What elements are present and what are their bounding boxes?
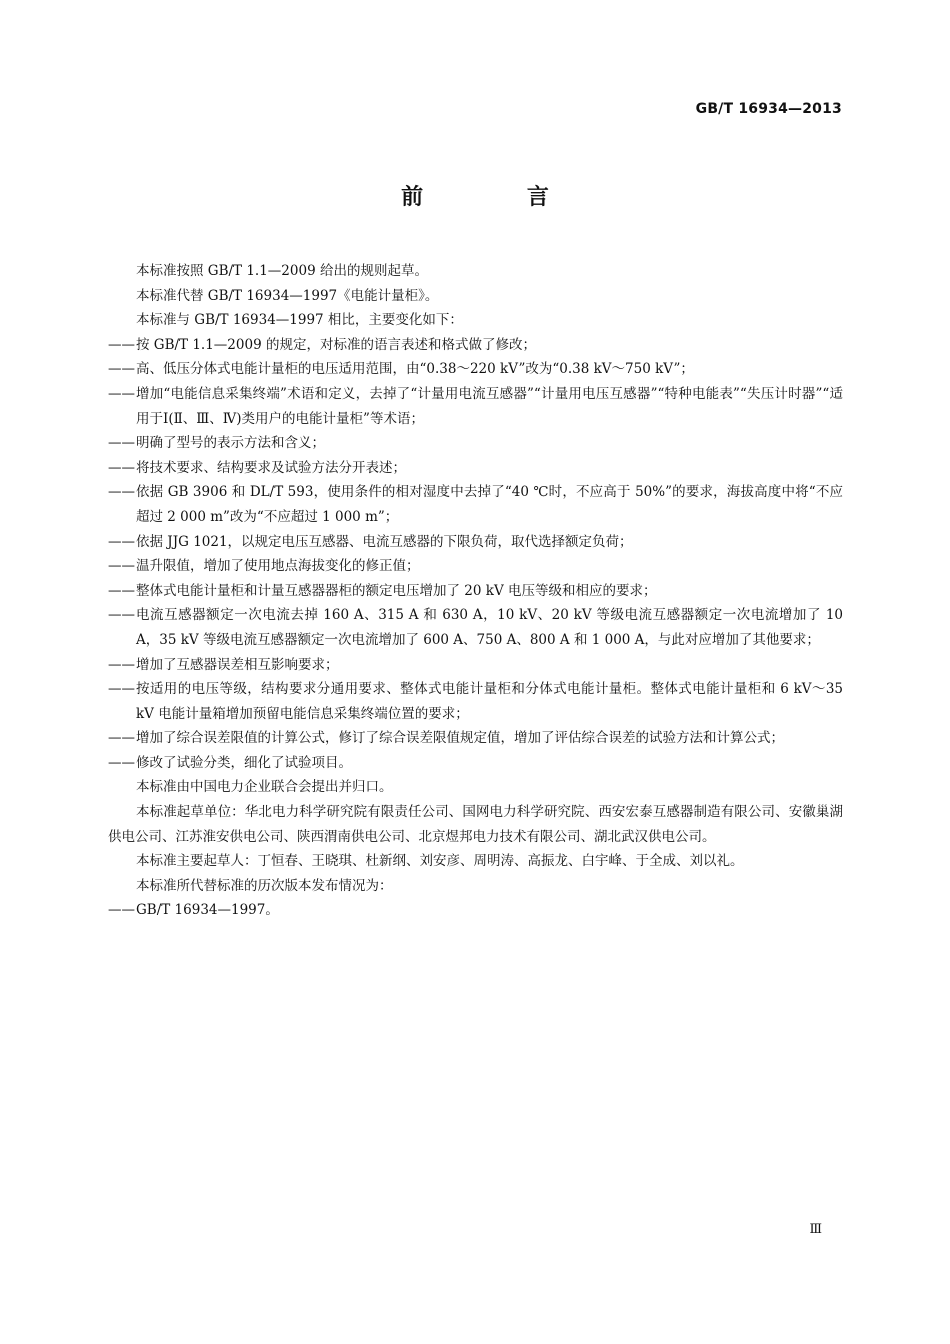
change-item	[108, 653, 843, 678]
paragraph-history-intro: 本标准所代替标准的历次版本发布情况为：	[136, 877, 393, 894]
change-item	[108, 726, 843, 751]
dash-marker: ——	[108, 533, 135, 550]
change-item	[108, 333, 843, 358]
change-item	[108, 357, 843, 382]
dash-marker: ——	[108, 656, 135, 673]
dash-marker: ——	[108, 902, 135, 919]
change-item	[108, 579, 843, 604]
change-item	[108, 530, 843, 555]
paragraph-drafters: 本标准主要起草人：丁恒春、王晓琪、杜新纲、刘安彦、周明涛、高振龙、白宇峰、于全成、刘以礼。	[136, 853, 744, 870]
change-item	[108, 480, 843, 529]
dash-marker: ——	[108, 385, 135, 402]
dash-marker: ——	[108, 754, 135, 771]
dash-marker: ——	[108, 582, 135, 599]
dash-marker: ——	[108, 459, 135, 476]
dash-marker: ——	[108, 681, 135, 698]
change-text: 增加了互感器误差相互影响要求；	[136, 656, 339, 673]
change-item	[108, 751, 843, 776]
paragraph-changes-intro: 本标准与 GB/T 16934—1997 相比，主要变化如下：	[136, 312, 463, 329]
change-item	[108, 382, 843, 431]
dash-marker: ——	[108, 730, 135, 747]
paragraph-proposer: 本标准由中国电力企业联合会提出并归口。	[136, 779, 393, 796]
paragraph-drafting-rules: 本标准按照 GB/T 1.1—2009 给出的规则起草。	[136, 263, 428, 279]
dash-marker: ——	[108, 435, 135, 452]
change-text: 明确了型号的表示方法和含义；	[136, 435, 325, 452]
change-text: 修改了试验分类，细化了试验项目。	[136, 754, 352, 771]
dash-marker: ——	[108, 336, 135, 353]
change-item	[108, 554, 843, 579]
history-text: GB/T 16934—1997。	[136, 902, 279, 919]
dash-marker: ——	[108, 361, 135, 378]
change-item	[108, 677, 843, 726]
standard-code: GB/T 16934—2013	[695, 101, 842, 117]
change-text: 依据 GB 3906 和 DL/T 593，使用条件的相对湿度中去掉了“40 ℃时，不应高于 50%”的要求，海拔高度中将“不应超过 2 000 m”改为“不应超过 1 000 m”；	[136, 484, 843, 525]
change-item	[108, 603, 843, 652]
change-text: 增加了综合误差限值的计算公式，修订了综合误差限值规定值，增加了评估综合误差的试验方法和计算公式；	[136, 730, 784, 747]
change-text: 高、低压分体式电能计量柜的电压适用范围，由“0.38～220 kV”改为“0.38 kV～750 kV”；	[136, 361, 694, 378]
change-text: 依据 JJG 1021，以规定电压互感器、电流互感器的下限负荷，取代选择额定负荷；	[136, 533, 633, 550]
change-text: 按 GB/T 1.1—2009 的规定，对标准的语言表述和格式做了修改；	[136, 336, 536, 353]
change-text: 按适用的电压等级，结构要求分通用要求、整体式电能计量柜和分体式电能计量柜。整体式电能计量柜和 6 kV～35 kV 电能计量箱增加预留电能信息采集终端位置的要求；	[136, 681, 843, 722]
dash-marker: ——	[108, 558, 135, 575]
paragraph-replaces: 本标准代替 GB/T 16934—1997《电能计量柜》。	[136, 287, 439, 304]
dash-marker: ——	[108, 484, 135, 501]
foreword-body	[108, 259, 843, 923]
paragraph-drafting-units: 本标准起草单位：华北电力科学研究院有限责任公司、国网电力科学研究院、西安宏泰互感器制造有限公司、安徽巢湖供电公司、江苏淮安供电公司、陕西渭南供电公司、北京煜邦电力技术有限公司、湖北武汉供电公司。	[108, 804, 843, 845]
history-item	[108, 898, 843, 923]
dash-marker: ——	[108, 607, 135, 624]
change-text: 将技术要求、结构要求及试验方法分开表述；	[136, 459, 406, 476]
change-text: 整体式电能计量柜和计量互感器器柜的额定电压增加了 20 kV 电压等级和相应的要求；	[136, 582, 657, 599]
change-text: 增加“电能信息采集终端”术语和定义，去掉了“计量用电流互感器”“计量用电压互感器”“特种电能表”“失压计时器”“适用于Ⅰ(Ⅱ、Ⅲ、Ⅳ)类用户的电能计量柜”等术语；	[136, 385, 843, 427]
change-item	[108, 431, 843, 456]
change-text: 电流互感器额定一次电流去掉 160 A、315 A 和 630 A，10 kV、20 kV 等级电流互感器额定一次电流增加了 10 A，35 kV 等级电流互感器额定一次电流增加了 600 A、750 A、800 A 和 1 000 A，与此对应增加了其他要求；	[136, 607, 843, 648]
page-title: 前 言	[401, 185, 597, 210]
change-item	[108, 456, 843, 481]
change-text: 温升限值，增加了使用地点海拔变化的修正值；	[136, 558, 420, 575]
page-number: Ⅲ	[809, 1222, 822, 1237]
